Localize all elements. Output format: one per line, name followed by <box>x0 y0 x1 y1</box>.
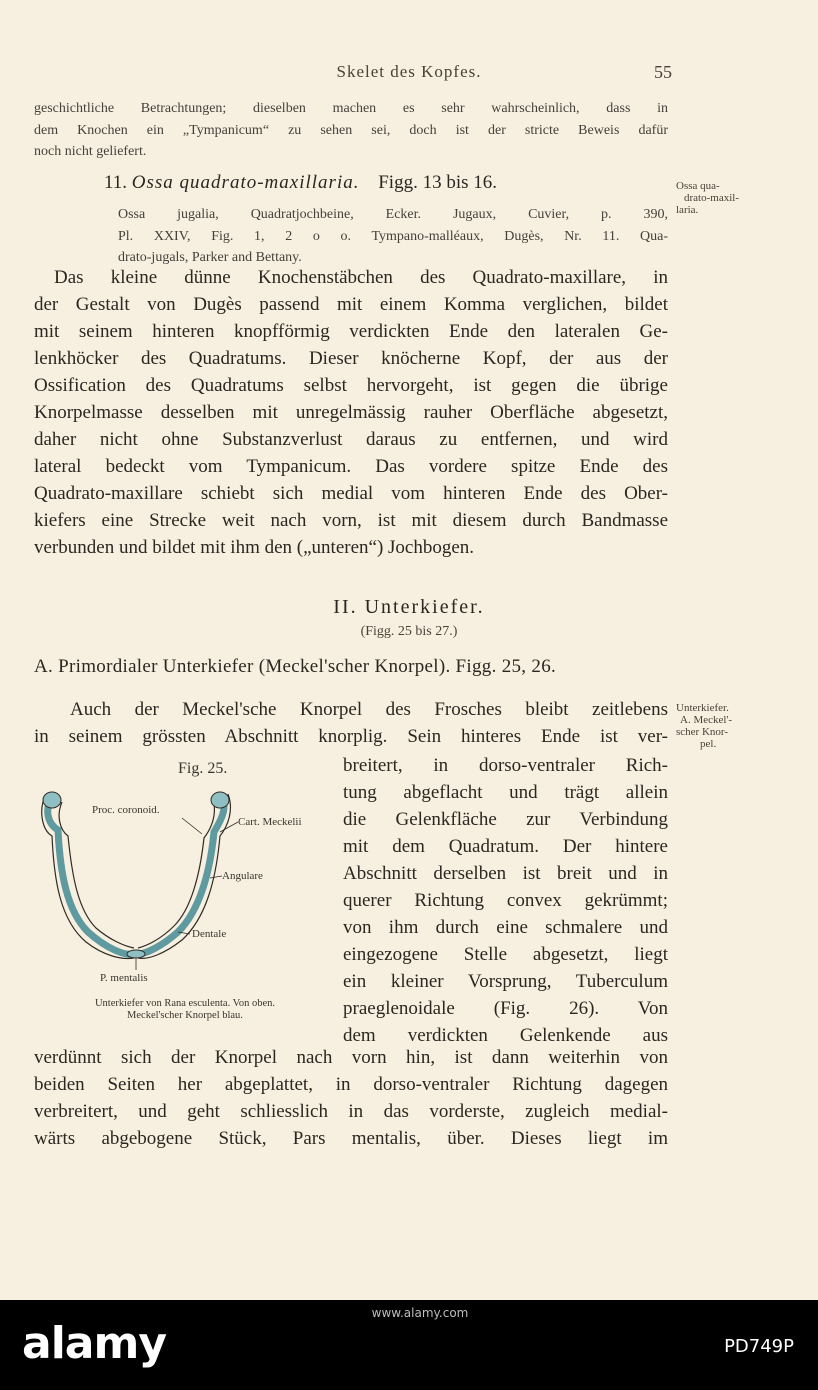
figure-25 <box>30 760 340 1030</box>
text-line: mit dem Quadratum. Der hintere <box>343 836 668 857</box>
alamy-logo: alamy <box>22 1318 166 1369</box>
footer-tagline: www.alamy.com <box>371 1306 469 1320</box>
text-line: dem verdickten Gelenkende aus <box>343 1025 668 1046</box>
text-line: Quadrato-maxillare schiebt sich medial vom hinteren Ende des Ober- <box>34 483 668 504</box>
section-11-heading: 11. Ossa quadrato-maxillaria. Figg. 13 bis 16. <box>104 172 498 193</box>
right-articular-end <box>211 792 229 808</box>
text-line: breitert, in dorso-ventraler Rich- <box>343 755 668 776</box>
text-line: praeglenoidale (Fig. 26). Von <box>343 998 668 1019</box>
figure-title: Fig. 25. <box>178 760 228 777</box>
text-line: von ihm durch eine schmalere und <box>343 917 668 938</box>
label-proc-coronoid: Proc. coronoid. <box>92 804 160 816</box>
figure-caption: Unterkiefer von Rana esculenta. Von oben. Meckel'scher Knorpel blau. <box>94 998 276 1021</box>
label-angulare: Angulare <box>222 870 263 882</box>
running-header <box>0 62 818 88</box>
synonym-list <box>118 204 668 269</box>
text-line: eingezogene Stelle abgesetzt, liegt <box>343 944 668 965</box>
text-line: mit seinem hinteren knopfförmig verdickten Ende den lateralen Ge- <box>34 321 668 342</box>
label-p-mentalis: P. mentalis <box>100 972 148 984</box>
text-line: Ossa jugalia, Quadratjochbeine, Ecker. Jugaux, Cuvier, p. 390, <box>118 207 668 222</box>
text-line: lateral bedeckt vom Tympanicum. Das vordere spitze Ende des <box>34 456 668 477</box>
mandible-illustration <box>30 760 340 1000</box>
quadrato-maxillare-paragraph <box>34 264 668 561</box>
text-line: verbunden und bildet mit ihm den („unteren“) Jochbogen. <box>34 537 475 558</box>
running-title: Skelet des Kopfes. <box>336 62 482 81</box>
text-line: Auch der Meckel'sche Knorpel des Frosches bleibt zeitlebens <box>70 699 668 720</box>
left-bone-inner <box>59 802 134 948</box>
text-line: verbreitert, und geht schliesslich in das vorderste, zugleich medial- <box>34 1101 668 1122</box>
text-line: verdünnt sich der Knorpel nach vorn hin, ist dann weiterhin von <box>34 1047 668 1068</box>
intro-paragraph <box>34 98 668 163</box>
meckel-paragraph-continued <box>34 1044 668 1152</box>
text-line: der Gestalt von Dugès passend mit einem Komma verglichen, bildet <box>34 294 668 315</box>
section-II-heading: II. Unterkiefer. <box>333 596 485 618</box>
text-line: in seinem grössten Abschnitt knorplig. Sein hinteres Ende ist ver- <box>34 726 668 747</box>
text-line: Das kleine dünne Knochenstäbchen des Quadrato-maxillare, in <box>54 267 668 288</box>
margin-note-ossa: Ossa qua- drato-maxil- laria. <box>676 180 739 216</box>
text-line: kiefers eine Strecke weit nach vorn, ist mit diesem durch Bandmasse <box>34 510 668 531</box>
section-II-figs: (Figg. 25 bis 27.) <box>360 624 458 639</box>
left-cartilage <box>48 798 134 954</box>
image-id: PD749P <box>724 1336 794 1357</box>
text-line: wärts abgebogene Stück, Pars mentalis, über. Dieses liegt im <box>34 1128 668 1149</box>
text-line: lenkhöcker des Quadratums. Dieser knöcherne Kopf, der aus der <box>34 348 668 369</box>
section-11-title: Ossa quadrato-maxillaria. <box>131 172 360 193</box>
text-line: Abschnitt derselben ist breit und in <box>343 863 668 884</box>
page-number: 55 <box>654 62 672 82</box>
text-line: geschichtliche Betrachtungen; dieselben machen es sehr wahrscheinlich, dass in <box>34 101 668 116</box>
label-cart-meckelii: Cart. Meckelii <box>238 816 302 828</box>
meckel-paragraph-right-column <box>343 752 668 1049</box>
stock-footer-bar <box>0 1300 818 1390</box>
text-line: Knorpelmasse desselben mit unregelmässig rauher Oberfläche abgesetzt, <box>34 402 668 423</box>
label-dentale: Dentale <box>192 928 227 940</box>
text-line: ein kleiner Vorsprung, Tuberculum <box>343 971 668 992</box>
left-articular-end <box>43 792 61 808</box>
subsection-A-heading: A. Primordialer Unterkiefer (Meckel'scher Knorpel). Figg. 25, 26. <box>34 656 557 677</box>
text-line: daher nicht ohne Substanzverlust daraus zu entfernen, und wird <box>34 429 668 450</box>
text-line: noch nicht geliefert. <box>34 144 147 159</box>
pars-mentalis <box>127 950 145 958</box>
text-line: Pl. XXIV, Fig. 1, 2 o o. Tympano-malléaux, Dugès, Nr. 11. Qua- <box>118 228 668 244</box>
text-line: Ossification des Quadratums selbst hervorgeht, ist gegen die übrige <box>34 375 668 396</box>
text-line: querer Richtung convex gekrümmt; <box>343 890 668 911</box>
text-line: beiden Seiten her abgeplattet, in dorso-ventraler Richtung dagegen <box>34 1074 668 1095</box>
text-line: die Gelenkfläche zur Verbindung <box>343 809 668 830</box>
text-line: dem Knochen ein „Tympanicum“ zu sehen sei, doch ist der stricte Beweis dafür <box>34 122 668 138</box>
margin-note-unterkiefer: Unterkiefer. A. Meckel'- scher Knor- pel. <box>676 702 733 750</box>
text-line: tung abgeflacht und trägt allein <box>343 782 668 803</box>
meckel-paragraph-start <box>34 696 668 750</box>
text-line: drato-jugals, Parker and Bettany. <box>118 250 302 265</box>
